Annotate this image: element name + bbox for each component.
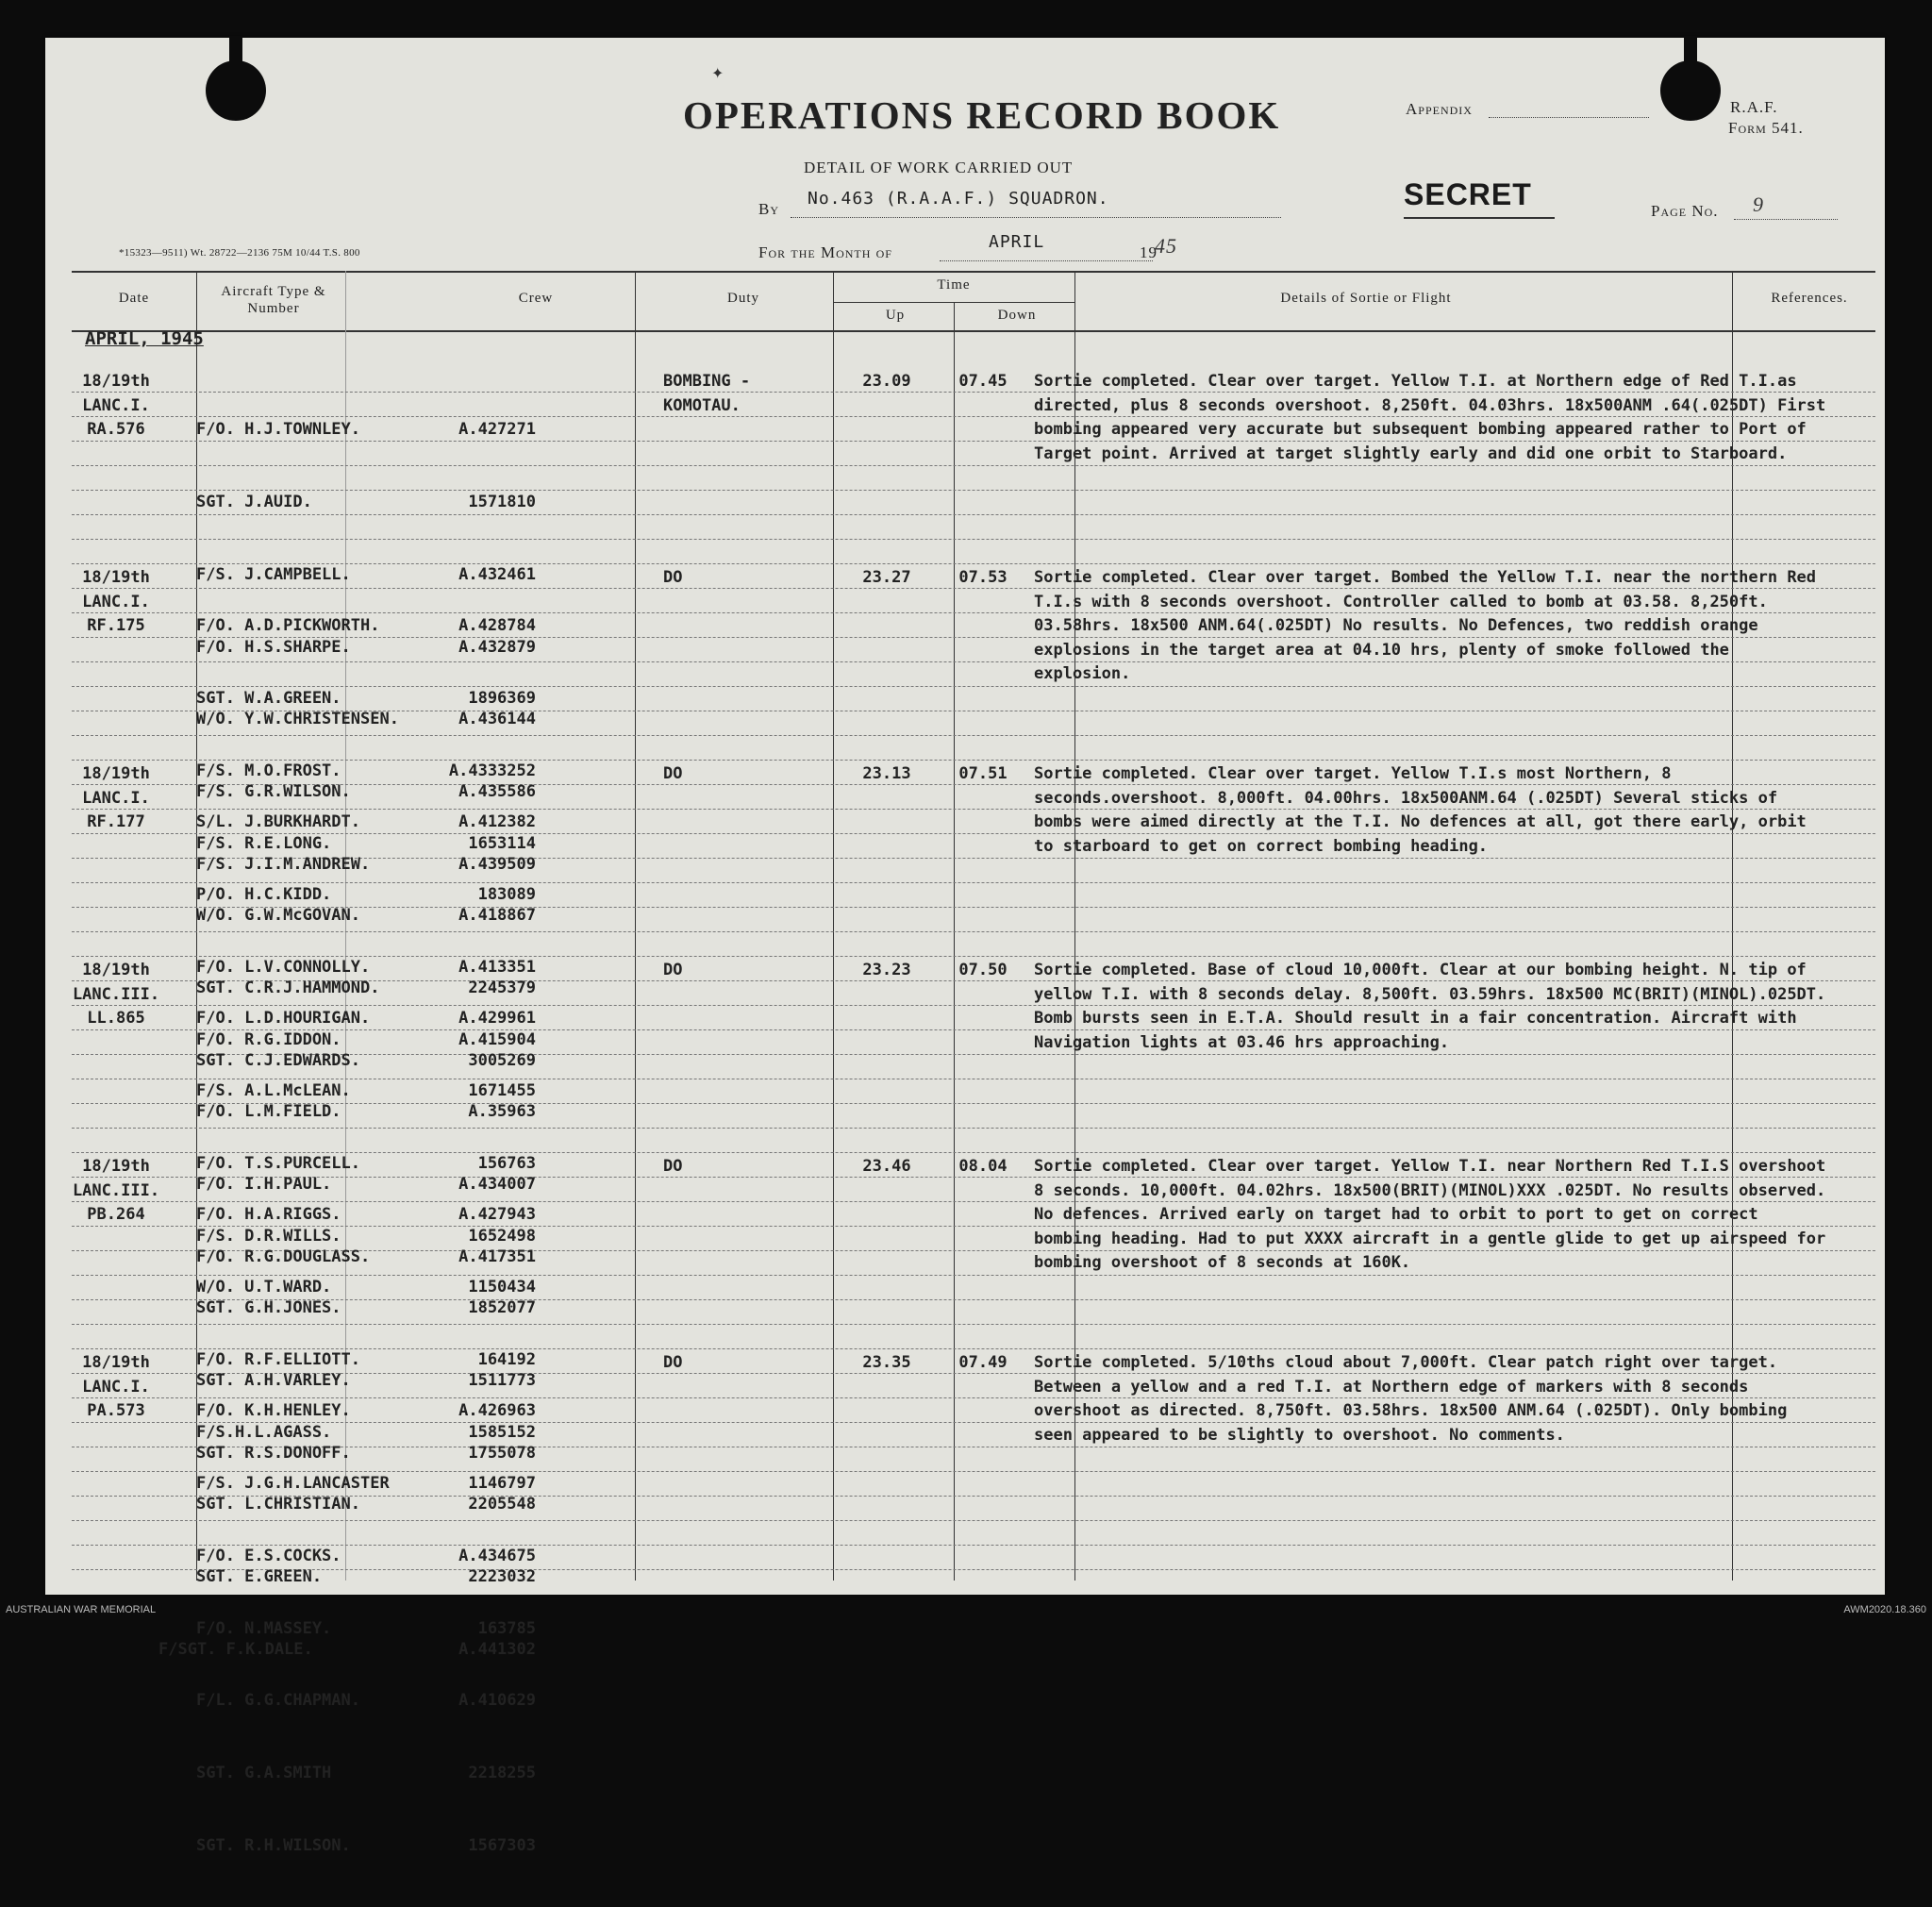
crew-name: F/O. H.A.RIGGS.	[196, 1205, 341, 1225]
archive-credit: AUSTRALIAN WAR MEMORIAL	[6, 1604, 157, 1615]
month-label: For the Month of	[758, 243, 892, 261]
crew-name: F/S. M.O.FROST.	[196, 761, 341, 780]
entry-date-aircraft	[64, 959, 168, 1031]
duty: DO	[663, 764, 683, 783]
month-heading: APRIL, 1945	[85, 328, 204, 349]
crew-name: F/S. G.R.WILSON.	[196, 782, 351, 802]
header-references: References.	[1771, 291, 1848, 306]
page-number: 9	[1753, 192, 1764, 216]
crew-name: S/L. J.BURKHARDT.	[196, 812, 360, 832]
form-number: Form 541.	[1728, 119, 1804, 137]
crew-number: A.439509	[458, 854, 536, 874]
time-up: 23.46	[862, 1157, 911, 1176]
entry-date: 18/19th	[82, 568, 150, 587]
crew-number: 3005269	[468, 1050, 536, 1070]
duty: DO	[663, 1353, 683, 1372]
crew-member	[196, 1399, 536, 1424]
crew-member	[196, 1834, 536, 1859]
crew-name: F/O. L.M.FIELD.	[196, 1102, 341, 1122]
raf-label: R.A.F.	[1730, 98, 1778, 116]
crew-name: F/O. R.G.IDDON.	[196, 1029, 341, 1049]
crew-number: A.432879	[458, 637, 536, 657]
col-rule-crew	[635, 271, 636, 1581]
header-up: Up	[885, 308, 906, 323]
secret-underline	[1404, 217, 1555, 219]
crew-name: F/O. L.V.CONNOLLY.	[196, 957, 371, 977]
year-prefix: 19	[1140, 243, 1158, 261]
crew-number: A.441302	[458, 1639, 536, 1659]
crew-name: F/O. T.S.PURCELL.	[196, 1153, 360, 1173]
month-value: APRIL	[989, 232, 1045, 252]
crew-name: F/O. H.S.SHARPE.	[196, 637, 351, 657]
aircraft-serial: RF.175	[87, 616, 145, 636]
binder-slot-right	[1684, 36, 1697, 79]
sortie-details: Sortie completed. Base of cloud 10,000ft. Clear at our bombing height. N. tip of yellow T.I. with 8 seconds delay. 8,500ft. 03.59hrs. 18x500 MC(BRIT)(MINOL).025DT. Bomb bursts seen in E.T.A. Should result in a fair concentration. Aircraft with Navigation lights at 03.46 hrs approaching.	[1034, 961, 1826, 1052]
crew-number: 1852077	[468, 1298, 536, 1318]
pin-mark-icon: ✦	[711, 64, 724, 82]
time-down: 07.53	[958, 568, 1008, 587]
sortie-details: Sortie completed. Clear over target. Bombed the Yellow T.I. near the northern Red T.I.s with 8 seconds overshoot. Controller called to bomb at 03.58. 8,250ft. 03.58hrs. 18x500 ANM.64(.025DT) No results. No Defences, two reddish orange explosions in the target area at 04.10 hrs, plenty of smoke followed the explosion.	[1034, 568, 1817, 684]
aircraft-type: LANC.III.	[72, 1180, 160, 1200]
header-time: Time	[937, 277, 971, 293]
crew-number: 1511773	[468, 1371, 536, 1391]
crew-name: F/O. N.MASSEY.	[196, 1618, 332, 1638]
secret-stamp: SECRET	[1404, 177, 1532, 211]
entry-date-aircraft	[64, 370, 168, 443]
crew-number: A.427943	[458, 1205, 536, 1225]
crew-name: F/O. L.D.HOURIGAN.	[196, 1009, 371, 1029]
crew-name: F/S. J.G.H.LANCASTER	[196, 1473, 390, 1493]
crew-number: 163785	[477, 1618, 536, 1638]
col-rule-duty	[833, 271, 834, 1581]
crew-list	[196, 1351, 536, 1907]
duty: DO	[663, 961, 683, 979]
squadron-name: No.463 (R.A.A.F.) SQUADRON.	[808, 189, 1109, 209]
time-down: 08.04	[958, 1157, 1008, 1176]
header-details: Details of Sortie or Flight	[1280, 291, 1452, 306]
crew-number: 1671455	[468, 1080, 536, 1100]
entry-date: 18/19th	[82, 764, 150, 783]
by-label: By	[758, 200, 780, 218]
header-bottom-rule	[72, 330, 1875, 332]
col-rule-up	[954, 302, 955, 1581]
time-up: 23.13	[862, 764, 911, 783]
crew-name: W/O. G.W.McGOVAN.	[196, 906, 360, 926]
squadron-line	[791, 217, 1281, 218]
crew-member	[196, 1472, 536, 1497]
crew-number: 2245379	[468, 979, 536, 998]
aircraft-serial: LL.865	[87, 1009, 145, 1029]
crew-number: 164192	[477, 1349, 536, 1369]
crew-number: 183089	[477, 884, 536, 904]
crew-number: A.428784	[458, 616, 536, 636]
table-top-rule	[72, 271, 1875, 273]
print-code: *15323—9511) Wt. 28722—2136 75M 10/44 T.S. 800	[119, 247, 360, 259]
sortie-details: Sortie completed. Clear over target. Yellow T.I. at Northern edge of Red T.I.as directed, plus 8 seconds overshoot. 8,250ft. 04.03hrs. 18x500ANM .64(.025DT) First bombing appeared very accurate but subsequent bombing appeared rather to Port of Target point. Arrived at target slightly early and did one orbit to Starboard.	[1034, 372, 1826, 463]
crew-name: F/L. G.G.CHAPMAN.	[196, 1691, 360, 1711]
crew-number: A.426963	[458, 1401, 536, 1421]
crew-name: F/O. K.H.HENLEY.	[196, 1401, 351, 1421]
crew-number: A.415904	[458, 1029, 536, 1049]
entry-date-aircraft	[64, 1155, 168, 1228]
entry-date: 18/19th	[82, 1157, 150, 1176]
crew-name: SGT. L.CHRISTIAN.	[196, 1495, 360, 1514]
crew-number: A.417351	[458, 1246, 536, 1266]
time-down: 07.51	[958, 764, 1008, 783]
entry-date: 18/19th	[82, 961, 150, 979]
crew-name: F/O. I.H.PAUL.	[196, 1175, 332, 1195]
entry-date: 18/19th	[82, 1353, 150, 1372]
time-up: 23.27	[862, 568, 911, 587]
header-down: Down	[997, 308, 1037, 323]
crew-member	[196, 614, 536, 639]
crew-number: 1896369	[468, 688, 536, 708]
duty: DO	[663, 1157, 683, 1176]
crew-number: A.427271	[458, 420, 536, 440]
header-crew: Crew	[518, 291, 554, 306]
crew-number: A.410629	[458, 1691, 536, 1711]
crew-name: F/O. E.S.COCKS.	[196, 1546, 341, 1565]
crew-name: SGT. E.GREEN.	[196, 1567, 323, 1587]
aircraft-serial: RF.177	[87, 812, 145, 832]
crew-name: F/S. J.CAMPBELL.	[196, 564, 351, 584]
crew-number: A.435586	[458, 782, 536, 802]
crew-name: SGT. W.A.GREEN.	[196, 688, 341, 708]
crew-member	[196, 883, 536, 908]
crew-number: 2205548	[468, 1495, 536, 1514]
aircraft-serial: RA.576	[87, 420, 145, 440]
crew-name: SGT. C.R.J.HAMMOND.	[196, 979, 380, 998]
duty: BOMBING - KOMOTAU.	[663, 372, 751, 415]
crew-name: F/S. D.R.WILLS.	[196, 1226, 341, 1246]
crew-number: 1146797	[468, 1473, 536, 1493]
crew-name: SGT. R.S.DONOFF.	[196, 1443, 351, 1463]
crew-member	[196, 1545, 536, 1569]
crew-number: A.432461	[458, 564, 536, 584]
entry-date: 18/19th	[82, 372, 150, 391]
crew-number: A.413351	[458, 957, 536, 977]
crew-number: 2218255	[468, 1764, 536, 1783]
crew-name: F/O. R.F.ELLIOTT.	[196, 1349, 360, 1369]
crew-name: F/S.H.L.AGASS.	[196, 1422, 332, 1442]
crew-member	[196, 687, 536, 711]
appendix-label: Appendix	[1406, 100, 1473, 118]
crew-name: F/S. A.L.McLEAN.	[196, 1080, 351, 1100]
crew-name: SGT. R.H.WILSON.	[196, 1835, 351, 1855]
crew-number: 2223032	[468, 1567, 536, 1587]
binder-slot-left	[229, 36, 242, 79]
crew-number: 1652498	[468, 1226, 536, 1246]
crew-number: A.434007	[458, 1175, 536, 1195]
crew-number: 1653114	[468, 833, 536, 853]
crew-name: SGT. A.H.VARLEY.	[196, 1371, 351, 1391]
crew-number: A.434675	[458, 1546, 536, 1565]
page-line	[1734, 219, 1838, 220]
crew-member	[196, 1689, 536, 1714]
crew-name: SGT. G.A.SMITH	[196, 1764, 332, 1783]
entry-date-aircraft	[64, 1351, 168, 1424]
entry-date-aircraft	[64, 762, 168, 835]
crew-member	[196, 418, 536, 443]
header-duty: Duty	[727, 291, 759, 306]
crew-name: SGT. G.H.JONES.	[196, 1298, 341, 1318]
crew-name: F/O. A.D.PICKWORTH.	[196, 616, 380, 636]
crew-name: F/SGT. F.K.DALE.	[158, 1639, 313, 1659]
crew-name: F/S. R.E.LONG.	[196, 833, 332, 853]
crew-number: A.412382	[458, 812, 536, 832]
crew-name: W/O. U.T.WARD.	[196, 1277, 332, 1296]
entry-date-aircraft	[64, 566, 168, 639]
sortie-details: Sortie completed. Clear over target. Yellow T.I. near Northern Red T.I.S overshoot 8 seconds. 10,000ft. 04.02hrs. 18x500(BRIT)(MINOL)XXX .025DT. No results observed. No defences. Arrived early on target had to orbit to port to get on correct bombing heading. Had to put XXXX aircraft in a gentle glide to get up airspeed for bombing overshoot of 8 seconds at 160K.	[1034, 1157, 1826, 1273]
crew-member	[196, 1007, 536, 1031]
crew-member	[196, 1617, 536, 1642]
aircraft-type: LANC.III.	[72, 984, 160, 1004]
crew-name: F/O. H.J.TOWNLEY.	[196, 420, 360, 440]
crew-number: A.436144	[458, 710, 536, 729]
crew-name: SGT. C.J.EDWARDS.	[196, 1050, 360, 1070]
form-title: OPERATIONS RECORD BOOK	[683, 93, 1281, 137]
archive-reference: AWM2020.18.360	[1843, 1604, 1926, 1615]
aircraft-serial: PB.264	[87, 1205, 145, 1225]
aircraft-type: LANC.I.	[82, 395, 150, 415]
crew-number: 1571810	[468, 492, 536, 511]
crew-member	[196, 1276, 536, 1300]
month-line	[940, 260, 1153, 261]
crew-name: F/S. J.I.M.ANDREW.	[196, 854, 371, 874]
crew-member	[196, 1762, 536, 1786]
sortie-details: Sortie completed. Clear over target. Yellow T.I.s most Northern, 8 seconds.overshoot. 8,000ft. 04.00hrs. 18x500ANM.64 (.025DT) Several sticks of bombs were aimed directly at the T.I. No defences at all, got there early, orbit to starboard to get on correct bombing heading.	[1034, 764, 1807, 856]
duty: DO	[663, 568, 683, 587]
crew-name: F/O. R.G.DOUGLASS.	[196, 1246, 371, 1266]
crew-number: 1567303	[468, 1835, 536, 1855]
crew-number: A.418867	[458, 906, 536, 926]
header-aircraft: Aircraft Type & Number	[221, 284, 326, 316]
crew-number: A.429961	[458, 1009, 536, 1029]
aircraft-type: LANC.I.	[82, 592, 150, 611]
header-date: Date	[118, 291, 150, 306]
aircraft-type: LANC.I.	[82, 788, 150, 808]
crew-member	[196, 1203, 536, 1228]
time-up: 23.23	[862, 961, 911, 979]
crew-name: SGT. J.AUID.	[196, 492, 312, 511]
crew-member	[196, 491, 536, 515]
time-up: 23.35	[862, 1353, 911, 1372]
time-down: 07.50	[958, 961, 1008, 979]
aircraft-serial: PA.573	[87, 1401, 145, 1421]
crew-name: W/O. Y.W.CHRISTENSEN.	[196, 710, 399, 729]
appendix-line	[1489, 117, 1649, 118]
page-label: Page No.	[1651, 202, 1719, 220]
time-down: 07.49	[958, 1353, 1008, 1372]
crew-number: 1585152	[468, 1422, 536, 1442]
time-up: 23.09	[862, 372, 911, 391]
detail-label: DETAIL OF WORK CARRIED OUT	[804, 159, 1074, 176]
crew-number: 1755078	[468, 1443, 536, 1463]
time-down: 07.45	[958, 372, 1008, 391]
crew-number: A.35963	[468, 1102, 536, 1122]
crew-member	[196, 1079, 536, 1104]
crew-number: 1150434	[468, 1277, 536, 1296]
crew-member	[196, 811, 536, 835]
aircraft-type: LANC.I.	[82, 1377, 150, 1397]
year-value: 45	[1155, 234, 1177, 258]
crew-number: 156763	[477, 1153, 536, 1173]
crew-number: A.4333252	[448, 761, 536, 780]
sortie-details: Sortie completed. 5/10ths cloud about 7,000ft. Clear patch right over target. Between a yellow and a red T.I. at Northern edge of markers with 8 seconds overshoot as directed. 8,750ft. 03.58hrs. 18x500 ANM.64 (.025DT). Only bombing seen appeared to be slightly to overshoot. No comments.	[1034, 1353, 1788, 1445]
crew-name: P/O. H.C.KIDD.	[196, 884, 332, 904]
